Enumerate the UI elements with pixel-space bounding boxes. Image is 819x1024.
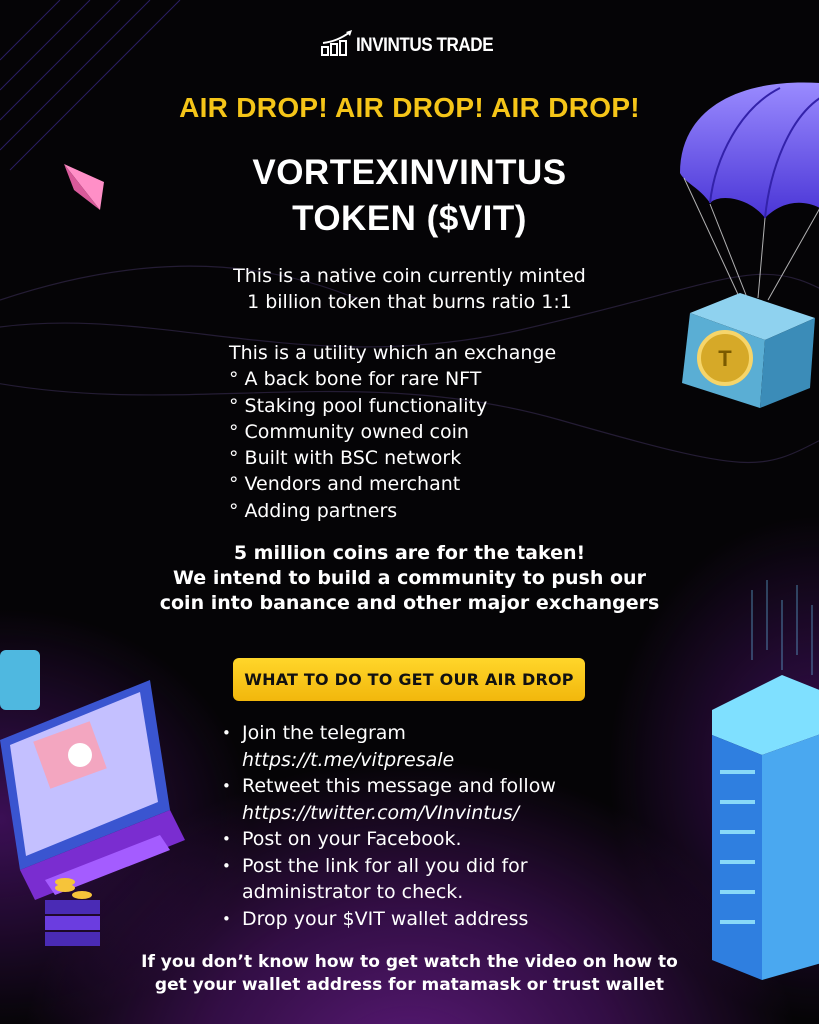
token-title-line2: TOKEN ($VIT): [292, 199, 527, 238]
utility-item: ° Adding partners: [229, 499, 398, 522]
token-title: [0, 150, 819, 242]
utility-list: [229, 340, 556, 524]
list-item: [222, 773, 556, 826]
airdrop-instructions-button[interactable]: WHAT TO DO TO GET OUR AIR DROP: [233, 658, 585, 701]
utility-item: ° Vendors and merchant: [229, 473, 461, 496]
footer-line2: get your wallet address for matamask or trust wallet: [154, 975, 665, 995]
utility-item: ° Community owned coin: [229, 420, 469, 443]
step-text: Drop your $VIT wallet address: [242, 907, 529, 930]
list-item: [222, 906, 556, 933]
computer-illustration: [0, 620, 190, 950]
bar-chart-arrow-icon: [320, 30, 356, 58]
list-item: [222, 826, 556, 853]
goal-line3: coin into banance and other major exchangers: [159, 592, 660, 614]
intro-line1: This is a native coin currently minted: [233, 265, 586, 287]
step-text-continued: administrator to check.: [242, 881, 464, 903]
goal-line1: 5 million coins are for the taken!: [233, 542, 586, 564]
list-item: [222, 720, 556, 773]
intro-line2: 1 billion token that burns ratio 1:1: [247, 291, 572, 313]
svg-text:T: T: [718, 346, 732, 371]
utility-heading: This is a utility which an exchange: [229, 342, 557, 364]
server-tower-illustration: [712, 580, 819, 1000]
step-text: Post on your Facebook.: [242, 828, 462, 850]
telegram-link[interactable]: https://t.me/vitpresale: [242, 748, 455, 771]
goal-text: [0, 541, 819, 616]
utility-item: ° A back bone for rare NFT: [229, 368, 482, 391]
step-text: Retweet this message and follow: [242, 775, 556, 797]
parachute-crate-icon: [670, 78, 819, 408]
footer-note: [0, 951, 819, 997]
brand-logo: [320, 30, 500, 60]
twitter-link[interactable]: https://twitter.com/VInvintus/: [242, 801, 520, 824]
step-text: Join the telegram: [242, 722, 406, 744]
list-item: [222, 853, 556, 906]
utility-item: ° Built with BSC network: [229, 447, 462, 470]
airdrop-steps-list: [222, 720, 556, 932]
step-text: Post the link for all you did for: [242, 854, 528, 877]
footer-line1: If you don’t know how to get watch the video on how to: [141, 952, 678, 972]
intro-text: [0, 263, 819, 315]
token-title-line1: VORTEXINVINTUS: [252, 153, 567, 192]
utility-item: ° Staking pool functionality: [229, 394, 488, 417]
airdrop-headline: AIR DROP! AIR DROP! AIR DROP!: [179, 92, 640, 123]
brand-name: INVINTUS TRADE: [356, 35, 494, 56]
goal-line2: We intend to build a community to push our: [173, 567, 646, 589]
